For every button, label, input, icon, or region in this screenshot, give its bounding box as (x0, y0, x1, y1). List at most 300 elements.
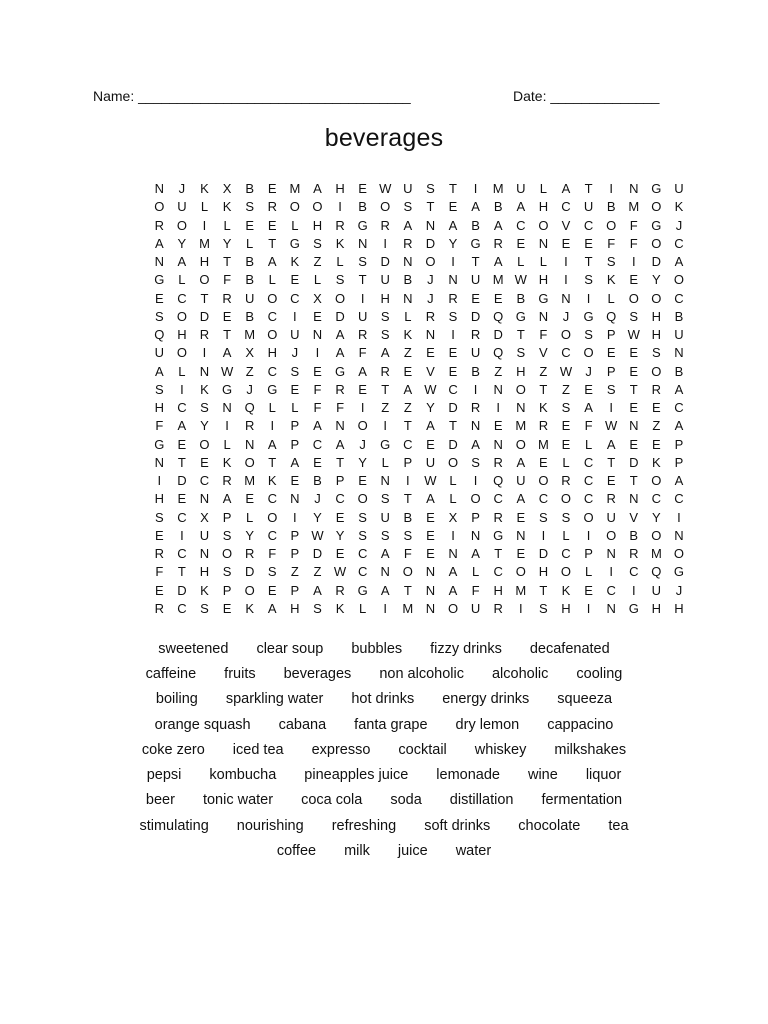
grid-letter[interactable]: S (313, 235, 322, 251)
grid-letter[interactable]: D (470, 308, 481, 324)
grid-letter[interactable]: S (154, 381, 164, 397)
grid-letter[interactable]: O (425, 254, 436, 269)
grid-letter[interactable]: E (358, 181, 367, 196)
grid-letter[interactable]: M (492, 272, 504, 288)
grid-letter[interactable]: E (222, 308, 232, 324)
grid-letter[interactable]: S (313, 600, 322, 616)
grid-letter[interactable]: I (451, 254, 455, 269)
grid-letter[interactable]: Y (177, 235, 187, 251)
grid-letter[interactable]: I (338, 199, 342, 215)
grid-letter[interactable]: P (606, 327, 616, 342)
grid-letter[interactable]: H (380, 290, 390, 306)
grid-letter[interactable]: E (267, 217, 277, 233)
grid-letter[interactable]: A (335, 436, 345, 452)
grid-letter[interactable]: H (154, 491, 164, 507)
grid-letter[interactable]: E (652, 436, 661, 452)
grid-letter[interactable]: W (559, 363, 573, 379)
grid-letter[interactable]: S (516, 345, 526, 361)
grid-letter[interactable]: O (447, 454, 459, 470)
grid-letter[interactable]: E (245, 491, 254, 507)
grid-letter[interactable]: L (449, 473, 457, 488)
grid-letter[interactable]: P (290, 582, 300, 598)
grid-letter[interactable]: Z (245, 363, 254, 379)
grid-letter[interactable]: A (154, 363, 164, 379)
grid-letter[interactable]: A (516, 454, 526, 470)
grid-letter[interactable]: P (606, 363, 616, 379)
grid-letter[interactable]: A (313, 181, 322, 196)
grid-letter[interactable]: A (561, 181, 571, 196)
grid-letter[interactable]: A (493, 217, 503, 233)
grid-letter[interactable]: I (293, 308, 297, 324)
grid-letter[interactable]: C (651, 491, 662, 507)
grid-letter[interactable]: S (154, 308, 164, 324)
grid-letter[interactable]: V (426, 363, 435, 379)
grid-letter[interactable]: N (199, 491, 210, 507)
grid-letter[interactable]: F (471, 582, 480, 598)
grid-letter[interactable]: T (336, 454, 345, 470)
grid-letter[interactable]: H (267, 345, 277, 361)
grid-letter[interactable]: X (245, 345, 254, 361)
grid-letter[interactable]: N (199, 546, 210, 561)
grid-letter[interactable]: O (606, 217, 617, 233)
grid-letter[interactable]: O (651, 363, 662, 379)
grid-letter[interactable]: N (470, 527, 481, 543)
grid-letter[interactable]: W (514, 272, 527, 288)
grid-letter[interactable]: J (562, 308, 570, 324)
grid-letter[interactable]: S (403, 527, 413, 543)
grid-letter[interactable]: G (154, 272, 165, 288)
grid-letter[interactable]: N (244, 436, 255, 452)
grid-letter[interactable]: I (406, 473, 410, 488)
grid-letter[interactable]: A (222, 345, 232, 361)
grid-letter[interactable]: I (383, 600, 388, 616)
grid-letter[interactable]: T (607, 454, 616, 470)
grid-letter[interactable]: L (313, 272, 322, 288)
grid-letter[interactable]: C (583, 473, 594, 488)
grid-letter[interactable]: T (358, 272, 367, 288)
grid-letter[interactable]: A (358, 363, 367, 379)
grid-letter[interactable]: I (360, 400, 365, 415)
grid-letter[interactable]: E (267, 181, 277, 196)
grid-letter[interactable]: E (290, 381, 300, 397)
grid-letter[interactable]: S (606, 381, 616, 397)
grid-letter[interactable]: G (334, 363, 346, 379)
grid-letter[interactable]: J (359, 436, 366, 452)
grid-letter[interactable]: A (403, 217, 413, 233)
grid-letter[interactable]: A (493, 254, 503, 269)
grid-letter[interactable]: O (651, 235, 662, 251)
grid-letter[interactable]: K (652, 454, 661, 470)
grid-letter[interactable]: C (312, 436, 323, 452)
grid-letter[interactable]: R (244, 418, 255, 434)
grid-letter[interactable]: Q (154, 327, 165, 342)
grid-letter[interactable]: E (584, 235, 593, 251)
grid-letter[interactable]: E (426, 509, 435, 525)
grid-letter[interactable]: E (561, 235, 571, 251)
grid-letter[interactable]: E (403, 363, 413, 379)
grid-letter[interactable]: B (606, 199, 616, 215)
grid-letter[interactable]: W (220, 363, 234, 379)
grid-letter[interactable]: P (403, 454, 413, 470)
grid-letter[interactable]: O (334, 290, 346, 306)
grid-letter[interactable]: G (154, 436, 165, 452)
grid-letter[interactable]: O (515, 564, 526, 580)
grid-letter[interactable]: S (335, 272, 345, 288)
grid-letter[interactable]: R (267, 199, 277, 215)
grid-letter[interactable]: Q (493, 473, 504, 488)
grid-letter[interactable]: A (426, 491, 435, 507)
grid-letter[interactable]: O (651, 199, 662, 215)
grid-letter[interactable]: Y (313, 509, 322, 525)
grid-letter[interactable]: E (154, 582, 164, 598)
grid-letter[interactable]: S (154, 509, 164, 525)
grid-letter[interactable]: S (561, 400, 571, 415)
grid-letter[interactable]: E (448, 363, 458, 379)
grid-letter[interactable]: N (403, 290, 413, 306)
grid-letter[interactable]: P (290, 418, 300, 434)
grid-letter[interactable]: U (403, 181, 413, 196)
grid-letter[interactable]: I (586, 290, 591, 306)
grid-letter[interactable]: R (629, 546, 639, 561)
grid-letter[interactable]: I (473, 473, 478, 488)
grid-letter[interactable]: M (515, 418, 527, 434)
grid-letter[interactable]: D (493, 327, 503, 342)
grid-letter[interactable]: C (606, 582, 616, 598)
grid-letter[interactable]: F (313, 400, 322, 415)
grid-letter[interactable]: U (357, 308, 368, 324)
grid-letter[interactable]: T (403, 582, 412, 598)
grid-letter[interactable]: I (180, 527, 184, 543)
grid-letter[interactable]: O (312, 199, 323, 215)
grid-letter[interactable]: T (539, 582, 548, 598)
grid-letter[interactable]: R (493, 509, 503, 525)
grid-letter[interactable]: A (471, 199, 480, 215)
grid-letter[interactable]: T (268, 235, 277, 251)
grid-letter[interactable]: H (651, 308, 662, 324)
grid-letter[interactable]: R (222, 473, 232, 488)
grid-letter[interactable]: B (471, 363, 480, 379)
grid-letter[interactable]: E (426, 546, 435, 561)
grid-letter[interactable]: M (244, 473, 256, 488)
grid-letter[interactable]: T (449, 418, 457, 434)
grid-letter[interactable]: M (628, 199, 640, 215)
grid-letter[interactable]: H (312, 217, 323, 233)
grid-letter[interactable]: T (177, 564, 186, 580)
grid-letter[interactable]: O (606, 527, 617, 543)
grid-letter[interactable]: P (290, 527, 300, 543)
grid-letter[interactable]: M (244, 327, 256, 342)
grid-letter[interactable]: N (448, 546, 458, 561)
grid-letter[interactable]: T (200, 290, 209, 306)
grid-letter[interactable]: L (607, 290, 615, 306)
grid-letter[interactable]: O (651, 527, 662, 543)
grid-letter[interactable]: H (335, 181, 345, 196)
grid-letter[interactable]: G (628, 600, 639, 616)
grid-letter[interactable]: A (380, 546, 390, 561)
grid-letter[interactable]: D (177, 473, 187, 488)
grid-letter[interactable]: Y (426, 400, 435, 415)
grid-letter[interactable]: O (222, 546, 233, 561)
grid-letter[interactable]: J (246, 381, 253, 397)
grid-letter[interactable]: S (629, 308, 639, 324)
grid-letter[interactable]: C (583, 217, 594, 233)
grid-letter[interactable]: E (358, 381, 367, 397)
grid-letter[interactable]: H (199, 564, 210, 580)
grid-letter[interactable]: N (674, 345, 684, 361)
grid-letter[interactable]: G (515, 308, 526, 324)
grid-letter[interactable]: C (583, 491, 594, 507)
grid-letter[interactable]: I (631, 582, 636, 598)
grid-letter[interactable]: P (674, 436, 684, 452)
grid-letter[interactable]: D (425, 235, 436, 251)
grid-letter[interactable]: O (244, 582, 255, 598)
grid-letter[interactable]: W (424, 473, 437, 488)
grid-letter[interactable]: H (538, 564, 549, 580)
grid-letter[interactable]: Z (381, 400, 390, 415)
grid-letter[interactable]: F (268, 546, 277, 561)
grid-letter[interactable]: R (493, 235, 503, 251)
grid-letter[interactable]: B (674, 308, 684, 324)
grid-letter[interactable]: R (448, 290, 458, 306)
grid-letter[interactable]: R (493, 600, 503, 616)
grid-letter[interactable]: A (606, 436, 616, 452)
grid-letter[interactable]: C (177, 546, 187, 561)
grid-letter[interactable]: Y (335, 527, 345, 543)
grid-letter[interactable]: I (518, 600, 523, 616)
grid-letter[interactable]: I (202, 345, 207, 361)
grid-letter[interactable]: C (267, 363, 277, 379)
grid-letter[interactable]: J (675, 582, 683, 598)
grid-letter[interactable]: R (335, 381, 345, 397)
grid-letter[interactable]: E (222, 600, 232, 616)
grid-letter[interactable]: K (200, 181, 209, 196)
grid-letter[interactable]: A (448, 217, 458, 233)
grid-letter[interactable]: N (154, 254, 164, 269)
grid-letter[interactable]: B (471, 217, 480, 233)
grid-letter[interactable]: B (358, 199, 367, 215)
grid-letter[interactable]: C (177, 400, 187, 415)
grid-letter[interactable]: H (177, 327, 187, 342)
grid-letter[interactable]: S (358, 509, 367, 525)
grid-letter[interactable]: E (584, 381, 593, 397)
grid-letter[interactable]: U (674, 181, 684, 196)
grid-letter[interactable]: O (447, 600, 459, 616)
grid-letter[interactable]: O (267, 290, 278, 306)
grid-letter[interactable]: T (403, 491, 412, 507)
grid-letter[interactable]: U (470, 600, 481, 616)
grid-letter[interactable]: R (244, 546, 255, 561)
grid-letter[interactable]: E (493, 290, 503, 306)
grid-letter[interactable]: E (516, 546, 526, 561)
grid-letter[interactable]: A (335, 327, 345, 342)
grid-letter[interactable]: L (517, 254, 525, 269)
grid-letter[interactable]: O (357, 418, 368, 434)
grid-letter[interactable]: H (538, 199, 549, 215)
grid-letter[interactable]: C (177, 509, 187, 525)
grid-letter[interactable]: E (335, 509, 345, 525)
grid-letter[interactable]: R (493, 454, 503, 470)
grid-letter[interactable]: S (358, 254, 367, 269)
grid-letter[interactable]: M (537, 436, 549, 452)
grid-letter[interactable]: C (493, 491, 503, 507)
grid-letter[interactable]: Z (562, 381, 570, 397)
grid-letter[interactable]: E (154, 527, 164, 543)
grid-letter[interactable]: J (178, 181, 186, 196)
grid-letter[interactable]: Y (448, 235, 458, 251)
grid-letter[interactable]: L (471, 564, 480, 580)
grid-letter[interactable]: T (629, 473, 638, 488)
grid-letter[interactable]: A (584, 400, 593, 415)
grid-letter[interactable]: N (312, 327, 323, 342)
grid-letter[interactable]: I (157, 473, 162, 488)
grid-letter[interactable]: I (225, 418, 229, 434)
grid-letter[interactable]: C (561, 546, 571, 561)
grid-letter[interactable]: E (335, 546, 345, 561)
grid-letter[interactable]: O (538, 217, 549, 233)
grid-letter[interactable]: G (357, 582, 368, 598)
grid-letter[interactable]: A (674, 381, 684, 397)
grid-letter[interactable]: O (560, 491, 572, 507)
grid-letter[interactable]: L (268, 272, 276, 288)
grid-letter[interactable]: A (471, 546, 480, 561)
grid-letter[interactable]: C (267, 308, 277, 324)
grid-letter[interactable]: I (564, 272, 568, 288)
grid-letter[interactable]: T (381, 381, 390, 397)
grid-letter[interactable]: C (199, 473, 210, 488)
grid-letter[interactable]: H (154, 400, 164, 415)
grid-letter[interactable]: C (629, 564, 639, 580)
grid-letter[interactable]: U (199, 527, 210, 543)
grid-letter[interactable]: L (449, 491, 457, 507)
grid-letter[interactable]: Y (652, 272, 661, 288)
grid-letter[interactable]: E (290, 473, 300, 488)
grid-letter[interactable]: A (674, 254, 684, 269)
grid-letter[interactable]: E (652, 400, 661, 415)
grid-letter[interactable]: A (403, 381, 413, 397)
grid-letter[interactable]: A (313, 418, 322, 434)
grid-letter[interactable]: S (222, 564, 232, 580)
grid-letter[interactable]: O (673, 546, 685, 561)
grid-letter[interactable]: U (154, 345, 164, 361)
grid-letter[interactable]: O (267, 509, 278, 525)
grid-letter[interactable]: S (380, 527, 390, 543)
grid-letter[interactable]: A (177, 418, 187, 434)
grid-letter[interactable]: S (358, 527, 367, 543)
grid-letter[interactable]: Z (403, 345, 412, 361)
grid-letter[interactable]: L (381, 454, 389, 470)
grid-letter[interactable]: N (606, 600, 616, 616)
grid-letter[interactable]: O (199, 272, 210, 288)
grid-letter[interactable]: J (291, 345, 299, 361)
grid-letter[interactable]: H (516, 363, 526, 379)
grid-letter[interactable]: Z (290, 564, 299, 580)
grid-letter[interactable]: L (336, 254, 344, 269)
grid-letter[interactable]: F (403, 546, 412, 561)
grid-letter[interactable]: A (674, 418, 684, 434)
grid-letter[interactable]: S (267, 564, 277, 580)
grid-letter[interactable]: I (541, 527, 546, 543)
grid-letter[interactable]: L (200, 199, 209, 215)
grid-letter[interactable]: I (496, 400, 501, 415)
grid-letter[interactable]: O (154, 199, 165, 215)
grid-letter[interactable]: C (267, 527, 277, 543)
grid-letter[interactable]: K (222, 199, 232, 215)
grid-letter[interactable]: C (516, 217, 526, 233)
grid-letter[interactable]: O (651, 473, 662, 488)
grid-letter[interactable]: K (245, 600, 254, 616)
grid-letter[interactable]: A (516, 491, 526, 507)
grid-letter[interactable]: C (403, 436, 413, 452)
grid-letter[interactable]: N (425, 217, 436, 233)
grid-letter[interactable]: N (629, 418, 639, 434)
grid-letter[interactable]: T (494, 546, 503, 561)
grid-letter[interactable]: R (538, 418, 549, 434)
grid-letter[interactable]: G (222, 381, 233, 397)
grid-letter[interactable]: F (629, 217, 638, 233)
grid-letter[interactable]: C (561, 199, 571, 215)
grid-letter[interactable]: B (516, 290, 526, 306)
grid-letter[interactable]: K (290, 254, 300, 269)
grid-letter[interactable]: B (629, 527, 639, 543)
grid-letter[interactable]: E (606, 345, 616, 361)
grid-letter[interactable]: N (629, 491, 639, 507)
grid-letter[interactable]: A (177, 254, 187, 269)
grid-letter[interactable]: I (451, 327, 455, 342)
grid-letter[interactable]: X (313, 290, 322, 306)
grid-letter[interactable]: R (222, 290, 232, 306)
grid-letter[interactable]: L (539, 254, 547, 269)
grid-letter[interactable]: N (357, 235, 368, 251)
grid-letter[interactable]: L (291, 217, 299, 233)
grid-letter[interactable]: R (154, 217, 164, 233)
grid-letter[interactable]: C (357, 564, 368, 580)
grid-letter[interactable]: O (357, 491, 368, 507)
grid-letter[interactable]: H (674, 600, 684, 616)
grid-letter[interactable]: F (313, 381, 322, 397)
grid-letter[interactable]: E (448, 199, 458, 215)
grid-letter[interactable]: G (651, 217, 662, 233)
grid-letter[interactable]: S (471, 454, 480, 470)
grid-letter[interactable]: G (267, 381, 278, 397)
grid-letter[interactable]: P (222, 509, 232, 525)
grid-letter[interactable]: L (178, 272, 186, 288)
grid-letter[interactable]: I (677, 509, 681, 525)
grid-letter[interactable]: N (538, 308, 549, 324)
grid-letter[interactable]: S (403, 199, 413, 215)
grid-letter[interactable]: M (515, 582, 527, 598)
grid-letter[interactable]: R (470, 400, 481, 415)
grid-letter[interactable]: L (223, 436, 231, 452)
grid-letter[interactable]: O (176, 345, 187, 361)
grid-letter[interactable]: X (222, 181, 232, 196)
grid-letter[interactable]: N (425, 582, 436, 598)
grid-letter[interactable]: L (178, 363, 186, 379)
grid-letter[interactable]: T (629, 381, 638, 397)
grid-letter[interactable]: T (426, 199, 435, 215)
grid-letter[interactable]: O (628, 290, 639, 306)
grid-letter[interactable]: O (560, 327, 572, 342)
grid-letter[interactable]: E (426, 436, 435, 452)
grid-letter[interactable]: J (427, 290, 434, 306)
grid-letter[interactable]: I (609, 400, 613, 415)
grid-letter[interactable]: A (448, 564, 458, 580)
grid-letter[interactable]: E (313, 454, 322, 470)
grid-letter[interactable]: H (561, 600, 571, 616)
grid-letter[interactable]: C (357, 546, 368, 561)
grid-letter[interactable]: E (629, 400, 639, 415)
grid-letter[interactable]: N (606, 546, 616, 561)
grid-letter[interactable]: O (289, 199, 300, 215)
